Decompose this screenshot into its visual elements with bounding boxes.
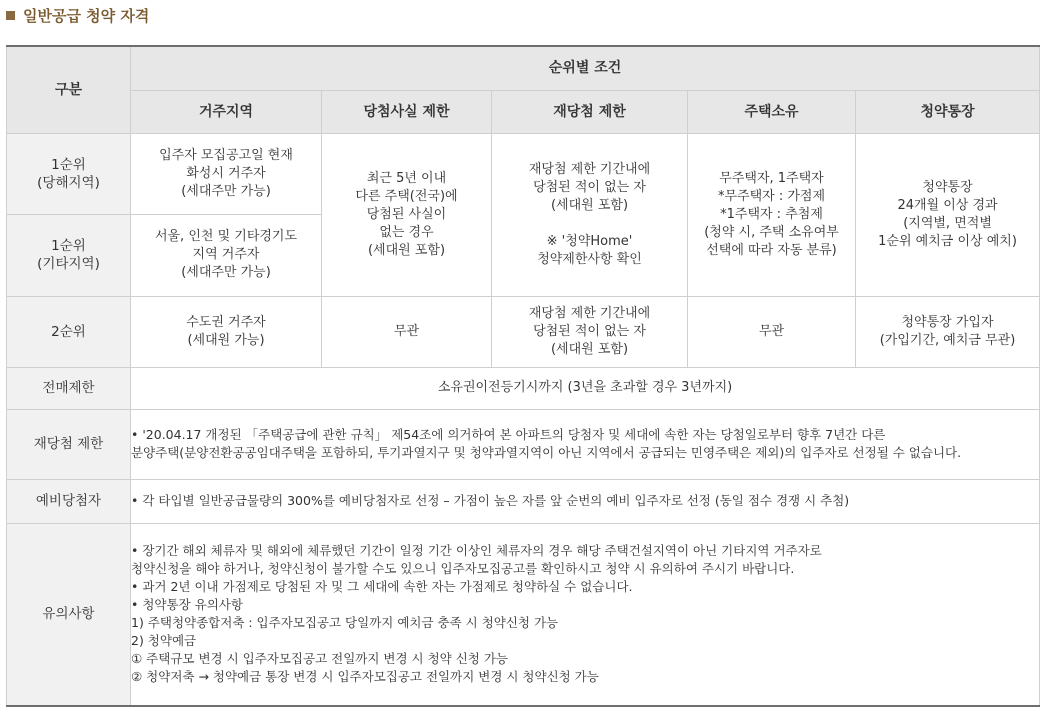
header-gubun: 구분 bbox=[7, 46, 131, 133]
rank2-ownership: 무관 bbox=[688, 296, 856, 367]
row-label-rank1-other: 1순위 (기타지역) bbox=[7, 214, 131, 296]
row-label-rank1-local: 1순위 (당해지역) bbox=[7, 133, 131, 214]
row-label-resale: 전매제한 bbox=[7, 367, 131, 409]
reserve-winner-text: • 각 타입별 일반공급물량의 300%를 예비당첨자로 선정 – 가점이 높은 자를 앞 순번의 예비 입주자로 선정 (동일 점수 경쟁 시 추첨) bbox=[131, 479, 1040, 523]
rank2-account: 청약통장 가입자 (가입기간, 예치금 무관) bbox=[856, 296, 1040, 367]
header-rewin-limit: 재당첨 제한 bbox=[492, 90, 688, 133]
rank1-other-residence: 서울, 인천 및 기타경기도 지역 거주자 (세대주만 가능) bbox=[131, 214, 322, 296]
rank1-rewin-limit: 재당첨 제한 기간내에 당첨된 적이 없는 자 (세대원 포함) ※ '청약Home' 청약제한사항 확인 bbox=[492, 133, 688, 296]
section-title-text: 일반공급 청약 자격 bbox=[23, 6, 150, 25]
row-label-rewin: 재당첨 제한 bbox=[7, 409, 131, 479]
rewin-restriction-text: • '20.04.17 개정된 「주택공급에 관한 규칙」 제54조에 의거하여 본 아파트의 당첨자 및 세대에 속한 자는 당첨일로부터 향후 7년간 다른 분양주택(분양전환공공임대주택을 포함하되, 투기과열지구 및 청약과열지역이 아닌 지역에서 공급되는 민영주택은 제외)의 입주자로 선정될 수 없습니다. bbox=[131, 409, 1040, 479]
header-rank-conditions: 순위별 조건 bbox=[131, 46, 1040, 90]
rank1-account: 청약통장 24개월 이상 경과 (지역별, 면적별 1순위 예치금 이상 예치) bbox=[856, 133, 1040, 296]
header-residence: 거주지역 bbox=[131, 90, 322, 133]
rank1-local-residence: 입주자 모집공고일 현재 화성시 거주자 (세대주만 가능) bbox=[131, 133, 322, 214]
notes-text: • 장기간 해외 체류자 및 해외에 체류했던 기간이 일정 기간 이상인 체류자의 경우 해당 주택건설지역이 아닌 기타지역 거주자로 청약신청을 해야 하거나, 청약신청이 불가할 수도 있으니 입주자모집공고를 확인하시고 청약 시 유의하여 주시기 바랍니다. • 과거 2년 이내 가점제로 당첨된 자 및 그 세대에 속한 자는 가점제로 청약하실 수 없습니다. • 청약통장 유의사항 1) 주택청약종합저축 : 입주자모집공고 당일까지 예치금 충족 시 청약신청 가능 2) 청약예금 ① 주택규모 변경 시 입주자모집공고 전일까지 변경 시 청약 신청 가능 ② 청약저축 → 청약예금 통장 변경 시 입주자모집공고 전일까지 변경 시 청약신청 가능 bbox=[131, 523, 1040, 706]
resale-restriction-text: 소유권이전등기시까지 (3년을 초과할 경우 3년까지) bbox=[131, 367, 1040, 409]
eligibility-table bbox=[6, 45, 1040, 707]
rank2-win-limit: 무관 bbox=[322, 296, 492, 367]
header-account: 청약통장 bbox=[856, 90, 1040, 133]
rank2-residence: 수도권 거주자 (세대원 가능) bbox=[131, 296, 322, 367]
section-title bbox=[6, 3, 149, 27]
rank1-win-limit: 최근 5년 이내 다른 주택(전국)에 당첨된 사실이 없는 경우 (세대원 포함) bbox=[322, 133, 492, 296]
header-ownership: 주택소유 bbox=[688, 90, 856, 133]
square-bullet-icon bbox=[6, 11, 15, 20]
row-label-rank2: 2순위 bbox=[7, 296, 131, 367]
row-label-reserve: 예비당첨자 bbox=[7, 479, 131, 523]
rank1-ownership: 무주택자, 1주택자 *무주택자 : 가점제 *1주택자 : 추첨제 (청약 시, 주택 소유여부 선택에 따라 자동 분류) bbox=[688, 133, 856, 296]
row-label-notes: 유의사항 bbox=[7, 523, 131, 706]
header-win-limit: 당첨사실 제한 bbox=[322, 90, 492, 133]
rank2-rewin-limit: 재당첨 제한 기간내에 당첨된 적이 없는 자 (세대원 포함) bbox=[492, 296, 688, 367]
